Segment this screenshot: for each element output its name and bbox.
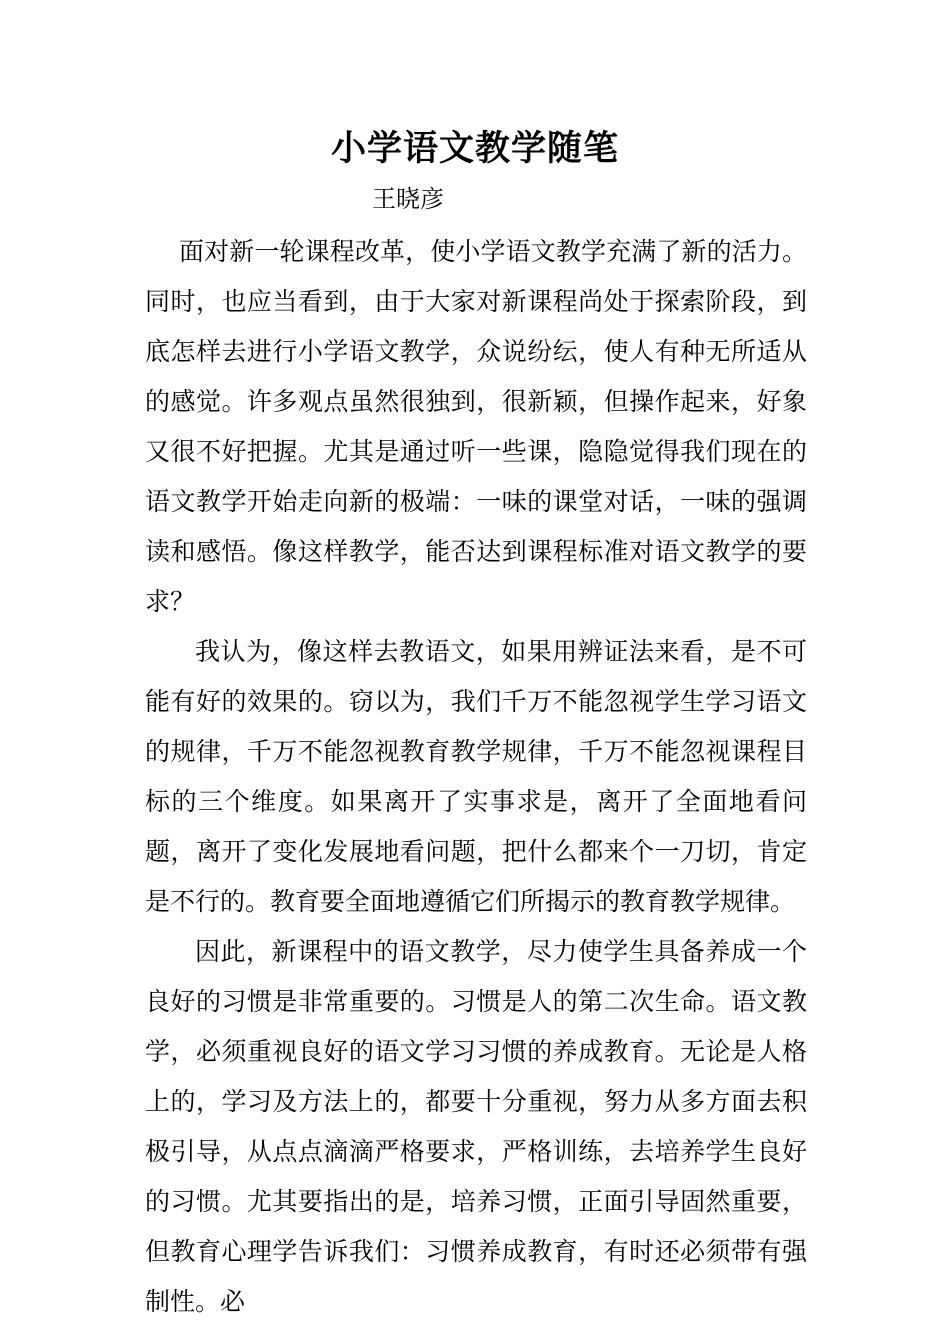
paragraph-1: 面对新一轮课程改革，使小学语文教学充满了新的活力。同时，也应当看到，由于大家对新课程尚处于探索阶段，到底怎样去进行小学语文教学，众说纷纭，使人有种无所适从的感觉。许多观点虽然很独到，很新颖，但操作起来，好象又很不好把握。尤其是通过听一些课，隐隐觉得我们现在的语文教学开始走向新的极端：一味的课堂对话，一味的强调读和感悟。像这样教学，能否达到课程标准对语文教学的要求？ [145, 237, 807, 616]
document-body [145, 227, 807, 1327]
paragraph-2: 我认为，像这样去教语文，如果用辨证法来看，是不可能有好的效果的。窃以为，我们千万不能忽视学生学习语文的规律，千万不能忽视教育教学规律，千万不能忽视课程目标的三个维度。如果离开了实事求是，离开了全面地看问题，离开了变化发展地看问题，把什么都来个一刀切，肯定是不行的。教育要全面地遵循它们所揭示的教育教学规律。 [145, 637, 807, 916]
paragraph-3: 因此，新课程中的语文教学，尽力使学生具备养成一个良好的习惯是非常重要的。习惯是人的第二次生命。语文教学，必须重视良好的语文学习习惯的养成教育。无论是人格上的，学习及方法上的，都要十分重视，努力从多方面去积极引导，从点点滴滴严格要求，严格训练，去培养学生良好的习惯。尤其要指出的是，培养习惯，正面引导固然重要，但教育心理学告诉我们：习惯养成教育，有时还必须带有强制性。必 [145, 937, 807, 1316]
author-name: 王晓彦 [372, 185, 444, 213]
document-title: 小学语文教学随笔 [330, 128, 619, 169]
